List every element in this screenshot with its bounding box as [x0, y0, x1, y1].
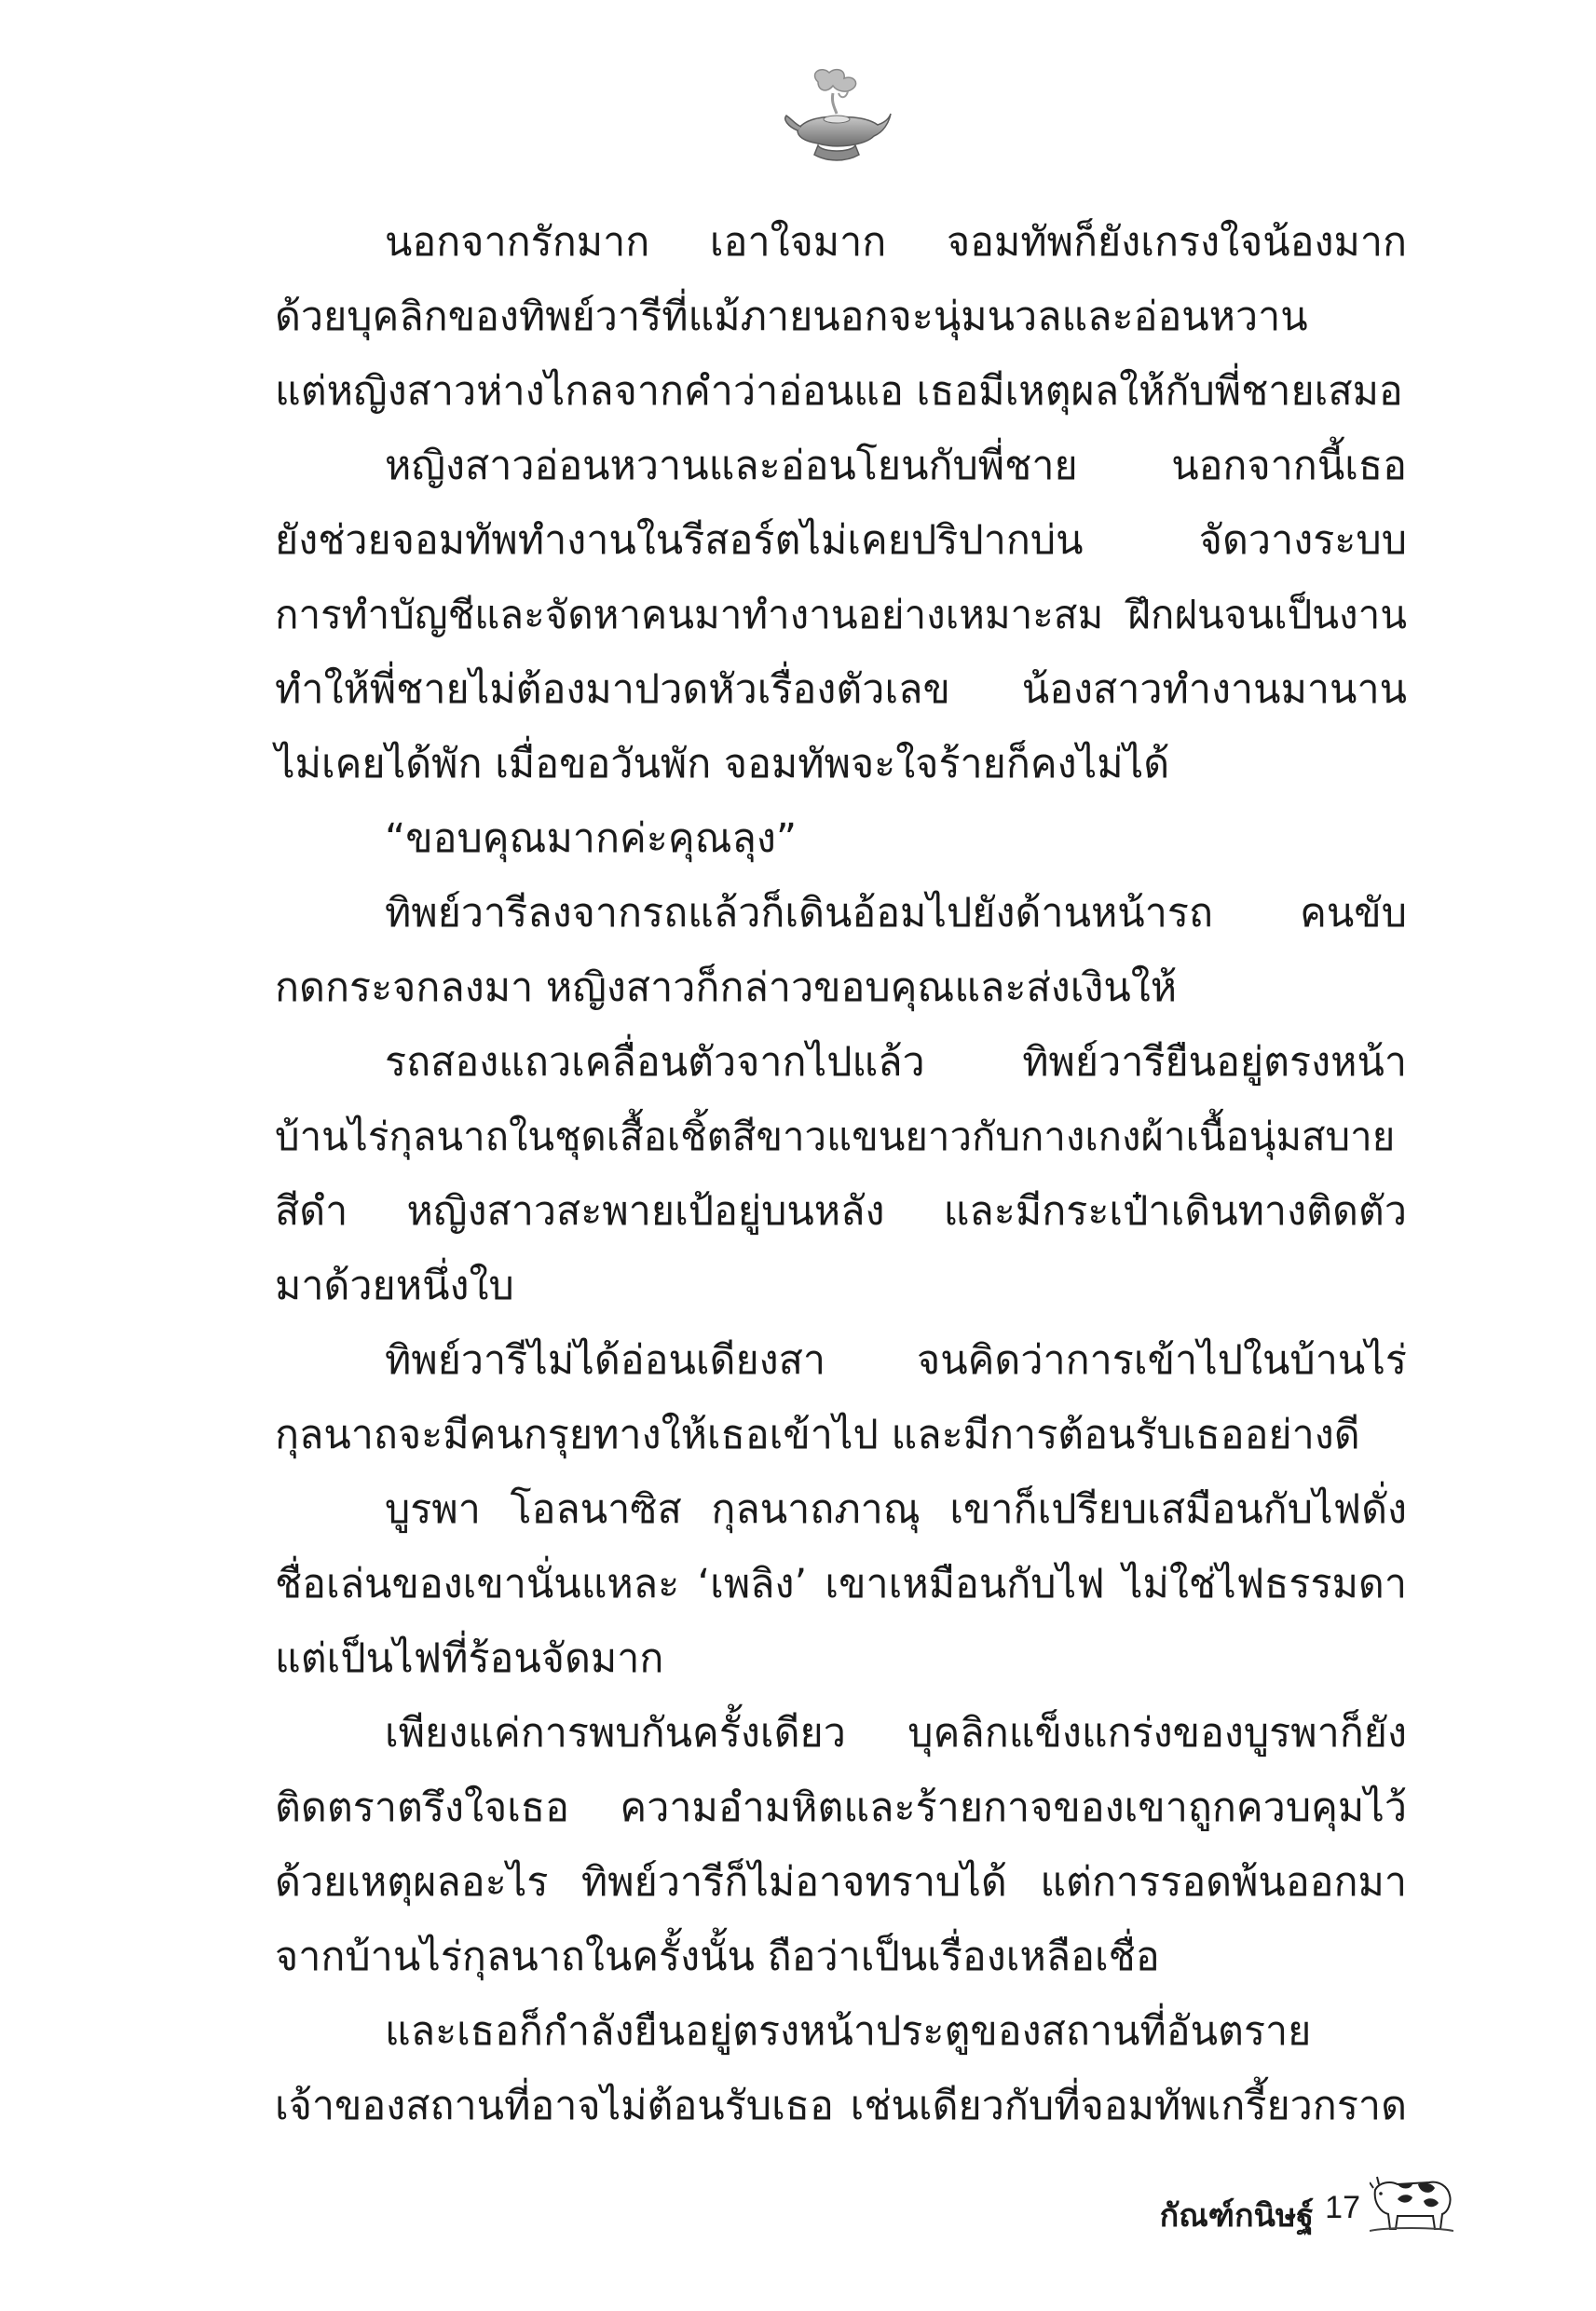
text-line: รถสองแถวเคลื่อนตัวจากไปแล้ว ทิพย์วารียืนอยู่ตรงหน้า [385, 1039, 1407, 1086]
text-line: บูรพา โอลนาซิส กุลนาถภาณุ เขาก็เปรียบเสมือนกับไฟดั่ง [385, 1486, 1407, 1533]
text-line: สีดำ หญิงสาวสะพายเป้อยู่บนหลัง และมีกระเป๋าเดินทางติดตัว [275, 1188, 1407, 1235]
genie-lamp-icon [781, 65, 893, 168]
text-line: เจ้าของสถานที่อาจไม่ต้อนรับเธอ เช่นเดียวกับที่จอมทัพเกรี้ยวกราด [275, 2083, 1407, 2129]
paragraph [275, 1323, 1407, 1472]
paragraph [275, 1472, 1407, 1696]
text-line: เพียงแค่การพบกันครั้งเดียว บุคลิกแข็งแกร่งของบูรพาก็ยัง [385, 1710, 1407, 1757]
text-line: บ้านไร่กุลนาถในชุดเสื้อเชิ้ตสีขาวแขนยาวกับกางเกงผ้าเนื้อนุ่มสบาย [275, 1114, 1396, 1159]
paragraph [275, 876, 1407, 1025]
cow-icon [1370, 2171, 1453, 2236]
text-line: “ขอบคุณมากค่ะคุณลุง” [385, 815, 798, 862]
paragraph [275, 1696, 1407, 1994]
paragraph [275, 1994, 1407, 2143]
text-line: ทำให้พี่ชายไม่ต้องมาปวดหัวเรื่องตัวเลข น้องสาวทำงานมานาน [275, 666, 1407, 713]
text-line: จากบ้านไร่กุลนาถในครั้งนั้น ถือว่าเป็นเรื่องเหลือเชื่อ [275, 1934, 1160, 1980]
page-number: 17 [1325, 2190, 1360, 2225]
text-line: ด้วยเหตุผลอะไร ทิพย์วารีก็ไม่อาจทราบได้ แต่การรอดพ้นออกมา [275, 1859, 1407, 1906]
text-line: ทิพย์วารีไม่ได้อ่อนเดียงสา จนคิดว่าการเข้าไปในบ้านไร่ [385, 1337, 1407, 1384]
text-line: กดกระจกลงมา หญิงสาวก็กล่าวขอบคุณและส่งเงินให้ [275, 964, 1178, 1011]
text-line: แต่เป็นไฟที่ร้อนจัดมาก [275, 1635, 664, 1682]
text-line: การทำบัญชีและจัดหาคนมาทำงานอย่างเหมาะสม ฝึกฝนจนเป็นงาน [275, 592, 1407, 637]
text-line: มาด้วยหนึ่งใบ [275, 1263, 514, 1309]
body-text [275, 205, 1407, 2143]
text-line: ยังช่วยจอมทัพทำงานในรีสอร์ตไม่เคยปริปากบ่น จัดวางระบบ [275, 517, 1407, 564]
book-title: กัณฑ์กนิษฐ์ [1159, 2197, 1314, 2235]
page-footer [1062, 2171, 1453, 2246]
text-line: และเธอก็กำลังยืนอยู่ตรงหน้าประตูของสถานที่อันตราย [385, 2008, 1312, 2055]
text-line: ทิพย์วารีลงจากรถแล้วก็เดินอ้อมไปยังด้านหน้ารถ คนขับ [385, 890, 1407, 937]
text-line: หญิงสาวอ่อนหวานและอ่อนโยนกับพี่ชาย นอกจากนี้เธอ [385, 443, 1407, 489]
paragraph [275, 1025, 1407, 1323]
paragraph [275, 801, 1407, 876]
text-line: ไม่เคยได้พัก เมื่อขอวันพัก จอมทัพจะใจร้ายก็คงไม่ได้ [275, 741, 1170, 787]
paragraph [275, 205, 1407, 429]
text-line: ชื่อเล่นของเขานั่นแหละ ‘เพลิง’ เขาเหมือนกับไฟ ไม่ใช่ไฟธรรมดา [275, 1561, 1407, 1607]
text-line: นอกจากรักมาก เอาใจมาก จอมทัพก็ยังเกรงใจน้องมาก [385, 219, 1407, 266]
text-line: ติดตราตรึงใจเธอ ความอำมหิตและร้ายกาจของเขาถูกควบคุมไว้ [275, 1785, 1407, 1831]
text-line: แต่หญิงสาวห่างไกลจากคำว่าอ่อนแอ เธอมีเหตุผลให้กับพี่ชายเสมอ [275, 368, 1403, 415]
text-line: กุลนาถจะมีคนกรุยทางให้เธอเข้าไป และมีการต้อนรับเธออย่างดี [275, 1412, 1360, 1458]
paragraph [275, 429, 1407, 801]
text-line: ด้วยบุคลิกของทิพย์วารีที่แม้ภายนอกจะนุ่มนวลและอ่อนหวาน [275, 294, 1308, 340]
